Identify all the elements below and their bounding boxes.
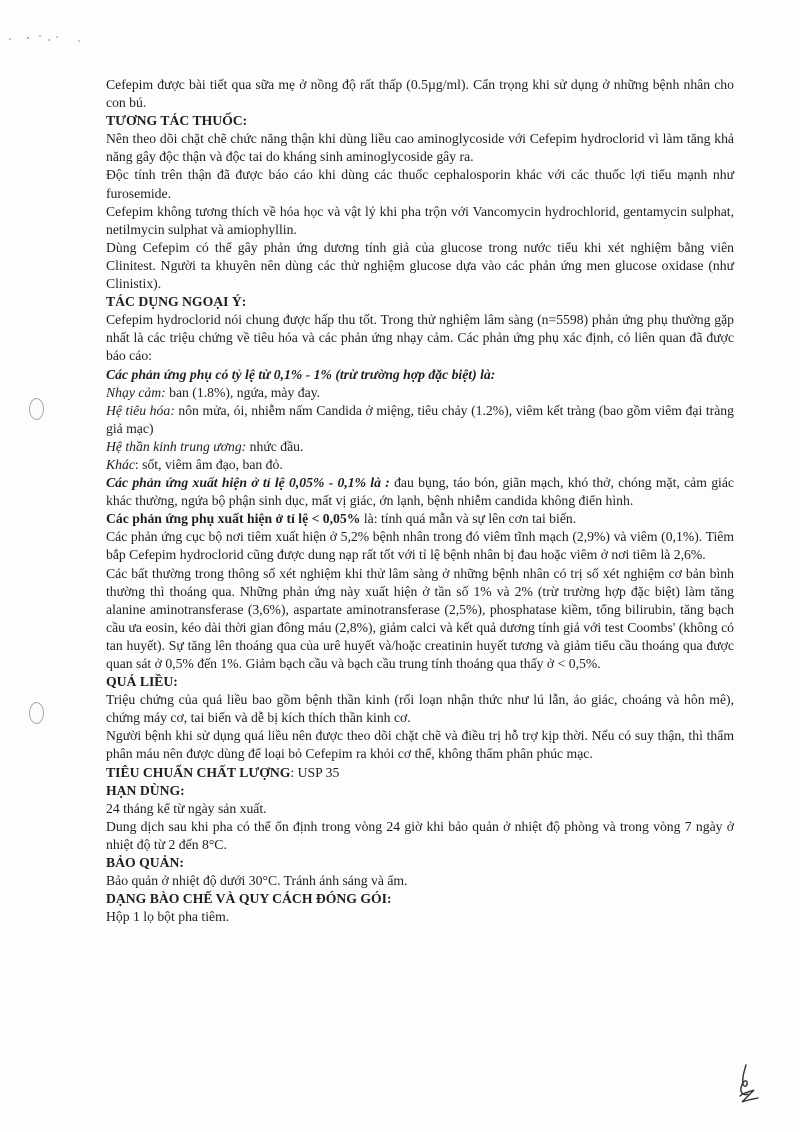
label-cns: Hệ thần kinh trung ương:: [106, 438, 247, 454]
paragraph-reconstituted-stability: Dung dịch sau khi pha có thể ổn định trong vòng 24 giờ khi bảo quản ở nhiệt độ phòng và trong vòng 7 ngày ở nhiệt độ từ 2 đến 8°C.: [106, 818, 734, 852]
subheading-adverse-rare: Các phản ứng phụ xuất hiện ở tỉ lệ < 0,05%: [106, 511, 361, 527]
binder-hole-top: [29, 398, 44, 420]
line-digestive: [106, 402, 734, 438]
heading-shelf-life: HẠN DÙNG:: [106, 782, 185, 798]
document-body: [106, 76, 734, 926]
paragraph-packaging: Hộp 1 lọ bột pha tiêm.: [106, 909, 230, 925]
paragraph-overdose-treatment: Người bệnh khi sử dụng quá liều nên được theo dõi chặt chẽ và điều trị hỗ trợ kịp thời. Nếu có suy thận, thì thẩm phân máu nên được dùng để loại bỏ Cefepim ra khỏi cơ thể, không thẩm phân phúc mạc.: [106, 728, 734, 762]
text-adverse-0-1pct: đau bụng, táo bón, giãn mạch, khó thở, chóng mặt, cảm giác khác thường, ngứa bộ phận sinh dục, mất vị giác, ớn lạnh, bệnh nhiễm candida không điển hình.: [106, 475, 734, 509]
heading-quality-standard: TIÊU CHUẨN CHẤT LƯỢNG: [106, 764, 291, 780]
paragraph-lab-abnormalities: Các bất thường trong thông số xét nghiệm khi thử lâm sàng ở những bệnh nhân có trị số xét nghiệm cơ bản bình thường thì thoáng qua. Những phản ứng này xuất hiện ở tần số 1% và 2% (trừ trường hợp đặc biệt) làm tăng alanine aminotransferase (3,6%), aspartate aminotransferase (2,5%), phosphatase kiềm, tổng bilirubin, tăng bạch cầu ưa eosin, kéo dài thời gian đông máu (2,8%), giảm calci và kết quả dương tính giả với test Coombs' (không có tan huyết). Sự tăng lên thoáng qua của urê huyết và/hoặc creatinin huyết tương và giảm tiểu cầu thoáng qua được quan sát ở 0,5% đến 1%. Giảm bạch cầu và bạch cầu trung tính thoáng qua thấy ở < 0,5%.: [106, 565, 734, 671]
paragraph-aminoglycoside: Nên theo dõi chặt chẽ chức năng thận khi dùng liều cao aminoglycoside với Cefepim hydroclorid vì làm tăng khả năng gây độc thận và độc tai do kháng sinh aminoglycoside gây ra.: [106, 131, 734, 165]
paragraph-overdose-symptoms: Triệu chứng của quá liều bao gồm bệnh thần kinh (rối loạn nhận thức như lú lẫn, ảo giác, choáng và hôn mê), chứng máy cơ, tai biến và dễ bị kích thích thần kinh cơ.: [106, 692, 734, 726]
handwritten-signature: [734, 1062, 764, 1106]
line-other: [106, 456, 734, 474]
paragraph-glucose-test: Dùng Cefepim có thể gây phản ứng dương tính giả của glucose trong nước tiểu khi xét nghiệm bằng viên Clinitest. Người ta khuyên nên dùng các thử nghiệm glucose dựa vào các phản ứng men glucose oxidase (như Clinistix).: [106, 239, 734, 292]
heading-storage: BẢO QUẢN:: [106, 855, 184, 871]
line-cns: [106, 438, 734, 456]
subheading-adverse-0-1pct: Các phản ứng xuất hiện ở tỉ lệ 0,05% - 0,1% là :: [106, 475, 390, 491]
line-adverse-rare: [106, 510, 734, 528]
paragraph-storage: Bảo quản ở nhiệt độ dưới 30°C. Tránh ánh sáng và ẩm.: [106, 873, 408, 889]
paragraph-shelf-life: 24 tháng kể từ ngày sản xuất.: [106, 800, 267, 816]
label-digestive: Hệ tiêu hóa:: [106, 402, 175, 418]
label-hypersensitivity: Nhạy cảm:: [106, 384, 166, 400]
paragraph-adverse-intro: Cefepim hydroclorid nói chung được hấp thu tốt. Trong thử nghiệm lâm sàng (n=5598) phản ứng phụ thường gặp nhất là các triệu chứng về tiêu hóa và các phản ứng nhạy cảm. Các phản ứng phụ xác định, có liên quan đã được báo cáo:: [106, 312, 734, 364]
text-quality-standard: : USP 35: [290, 764, 340, 780]
paragraph-incompatibility: Cefepim không tương thích về hóa học và vật lý khi pha trộn với Vancomycin hydrochlorid, gentamycin sulphat, netilmycin sulphat và amiophyllin.: [106, 203, 734, 237]
paragraph-nephrotoxicity: Độc tính trên thận đã được báo cáo khi dùng các thuốc cephalosporin khác với các thuốc lợi tiểu mạnh như furosemide.: [106, 167, 734, 201]
binder-hole-bottom: [29, 702, 44, 724]
text-adverse-rare: là: tính quá mẫn và sự lên cơn tai biến.: [360, 511, 577, 527]
text-cns: nhức đầu.: [246, 438, 304, 454]
line-hypersensitivity: [106, 384, 734, 402]
breastfeeding-paragraph: Cefepim được bài tiết qua sữa mẹ ở nồng độ rất thấp (0.5µg/ml). Cẩn trọng khi sử dụng ở những bệnh nhân cho con bú.: [106, 77, 734, 111]
text-other: : sốt, viêm âm đạo, ban đỏ.: [134, 456, 283, 472]
heading-drug-interactions: TƯƠNG TÁC THUỐC:: [106, 113, 248, 129]
line-quality-standard: [106, 764, 734, 782]
text-digestive: nôn mửa, ói, nhiễm nấm Candida ở miệng, tiêu chảy (1.2%), viêm kết tràng (bao gồm viêm đại tràng giả mạc): [106, 402, 734, 436]
line-adverse-0-1pct: [106, 474, 734, 510]
heading-adverse-effects: TÁC DỤNG NGOẠI Ý:: [106, 294, 247, 310]
text-hypersensitivity: ban (1.8%), ngứa, mày đay.: [165, 384, 321, 400]
heading-dosage-form: DẠNG BÀO CHẾ VÀ QUY CÁCH ĐÓNG GÓI:: [106, 891, 392, 907]
heading-overdose: QUÁ LIỀU:: [106, 674, 178, 690]
subheading-adverse-1pct: Các phản ứng phụ có tỷ lệ từ 0,1% - 1% (trừ trường hợp đặc biệt) là:: [106, 366, 496, 382]
label-other: Khác: [106, 456, 135, 472]
paragraph-local-reactions: Các phản ứng cục bộ nơi tiêm xuất hiện ở 5,2% bệnh nhân trong đó viêm tĩnh mạch (2,9%) và viêm (0,1%). Tiêm bắp Cefepim hydroclorid cũng được dung nạp rất tốt với tỉ lệ bệnh nhân bị đau hoặc viêm ở nơi tiêm là 2,6%.: [106, 529, 734, 563]
scan-specks: [6, 30, 86, 40]
